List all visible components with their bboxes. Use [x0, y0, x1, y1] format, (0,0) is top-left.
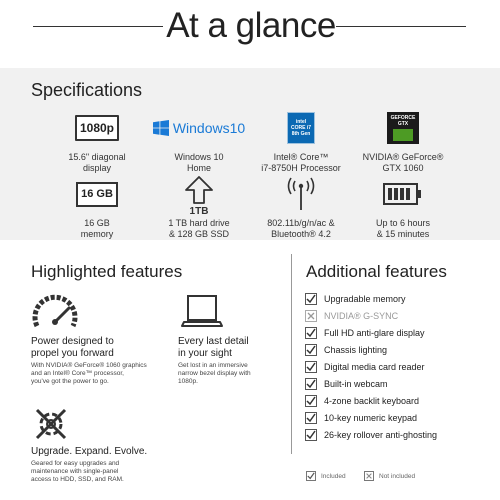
check-icon [305, 395, 317, 407]
check-icon [305, 429, 317, 441]
check-icon [305, 378, 317, 390]
spec-graphics-line2: GTX 1060 [382, 163, 424, 173]
battery-icon [348, 176, 458, 212]
spec-storage-line2: & 128 GB SSD [168, 229, 230, 239]
feature-row-webcam: Built-in webcam [305, 376, 388, 392]
feature-row-anti-ghosting: 26-key rollover anti-ghosting [305, 427, 437, 443]
storage-1tb-label: 1TB [189, 206, 209, 217]
highlighted-features-heading: Highlighted features [31, 262, 183, 281]
memory-chip-icon: 16 GB [42, 176, 152, 212]
x-icon [305, 310, 317, 322]
spec-processor-line2: i7-8750H Processor [261, 163, 341, 173]
spec-os-line1: Windows 10 [174, 152, 224, 162]
wireless-icon [246, 176, 356, 212]
feature-display-title2: in your sight [178, 348, 232, 359]
laptop-icon [178, 292, 226, 332]
header [0, 0, 500, 68]
spec-battery-line1: Up to 6 hours [375, 218, 431, 228]
feature-power-desc2: and an Intel® Core™ processor, [31, 370, 124, 377]
spec-wireless-line1: 802.11b/g/n/ac & [267, 218, 335, 228]
feature-upgrade-desc2: maintenance with single-panel [31, 468, 119, 475]
header-rule-left [33, 26, 163, 27]
spec-os-line2: Home [186, 163, 211, 173]
feature-display-desc3: 1080p. [178, 378, 198, 385]
legend-not-included: Not included [364, 471, 415, 481]
additional-features-heading: Additional features [306, 262, 447, 281]
feature-row-numeric-keypad: 10-key numeric keypad [305, 410, 417, 426]
check-icon [305, 412, 317, 424]
feature-upgrade-title: Upgrade. Expand. Evolve. [31, 446, 148, 457]
check-icon [305, 293, 317, 305]
check-icon [305, 327, 317, 339]
specifications-section [0, 68, 500, 240]
section-divider [291, 254, 292, 454]
spec-display-line2: display [82, 163, 111, 173]
nvidia-geforce-gtx-icon: GEFORCE GTX [348, 110, 458, 146]
feature-row-gsync: NVIDIA® G-SYNC [305, 308, 398, 324]
intel-core-i7-icon: intel CORE i7 8th Gen [246, 110, 356, 146]
spec-display-line1: 15.6" diagonal [68, 152, 126, 162]
x-icon [364, 471, 374, 481]
check-icon [306, 471, 316, 481]
header-rule-right [336, 26, 466, 27]
spec-wireless-line2: Bluetooth® 4.2 [271, 229, 331, 239]
feature-power [31, 336, 161, 386]
feature-row-card-reader: Digital media card reader [305, 359, 425, 375]
feature-power-desc1: With NVIDIA® GeForce® 1060 graphics [31, 362, 147, 369]
spec-graphics-line1: NVIDIA® GeForce® [362, 152, 444, 162]
check-icon [305, 361, 317, 373]
feature-row-upgradable-memory: Upgradable memory [305, 291, 406, 307]
feature-row-backlit-keyboard: 4-zone backlit keyboard [305, 393, 419, 409]
gear-tools-icon [31, 404, 75, 444]
feature-upgrade-desc3: access to HDD, SSD, and RAM. [31, 476, 124, 483]
windows-logo-icon: Windows10 [144, 110, 254, 146]
feature-display-title1: Every last detail [178, 336, 249, 347]
feature-power-title2: propel you forward [31, 348, 114, 359]
feature-row-chassis-lighting: Chassis lighting [305, 342, 387, 358]
page-title: At a glance [166, 6, 336, 45]
spec-memory-line2: memory [80, 229, 114, 239]
windows-flag-icon [153, 120, 169, 136]
spec-memory-line1: 16 GB [84, 218, 110, 228]
feature-display-desc1: Get lost in an immersive [178, 362, 248, 369]
speedometer-icon [31, 292, 79, 332]
legend-included: Included [306, 471, 346, 481]
display-1080p-icon: 1080p [42, 110, 152, 146]
spec-battery-line2: & 15 minutes [376, 229, 430, 239]
spec-processor-line1: Intel® Core™ [273, 152, 329, 162]
check-icon [305, 344, 317, 356]
feature-upgrade [31, 446, 181, 484]
feature-row-fhd-display: Full HD anti-glare display [305, 325, 425, 341]
feature-display [178, 336, 288, 386]
feature-power-desc3: you've got the power to go. [31, 378, 109, 385]
spec-storage-line1: 1 TB hard drive [168, 218, 230, 228]
feature-upgrade-desc1: Geared for easy upgrades and [31, 460, 120, 467]
specifications-heading: Specifications [31, 80, 143, 100]
feature-power-title1: Power designed to [31, 336, 114, 347]
feature-display-desc2: narrow bezel display with [178, 370, 251, 377]
